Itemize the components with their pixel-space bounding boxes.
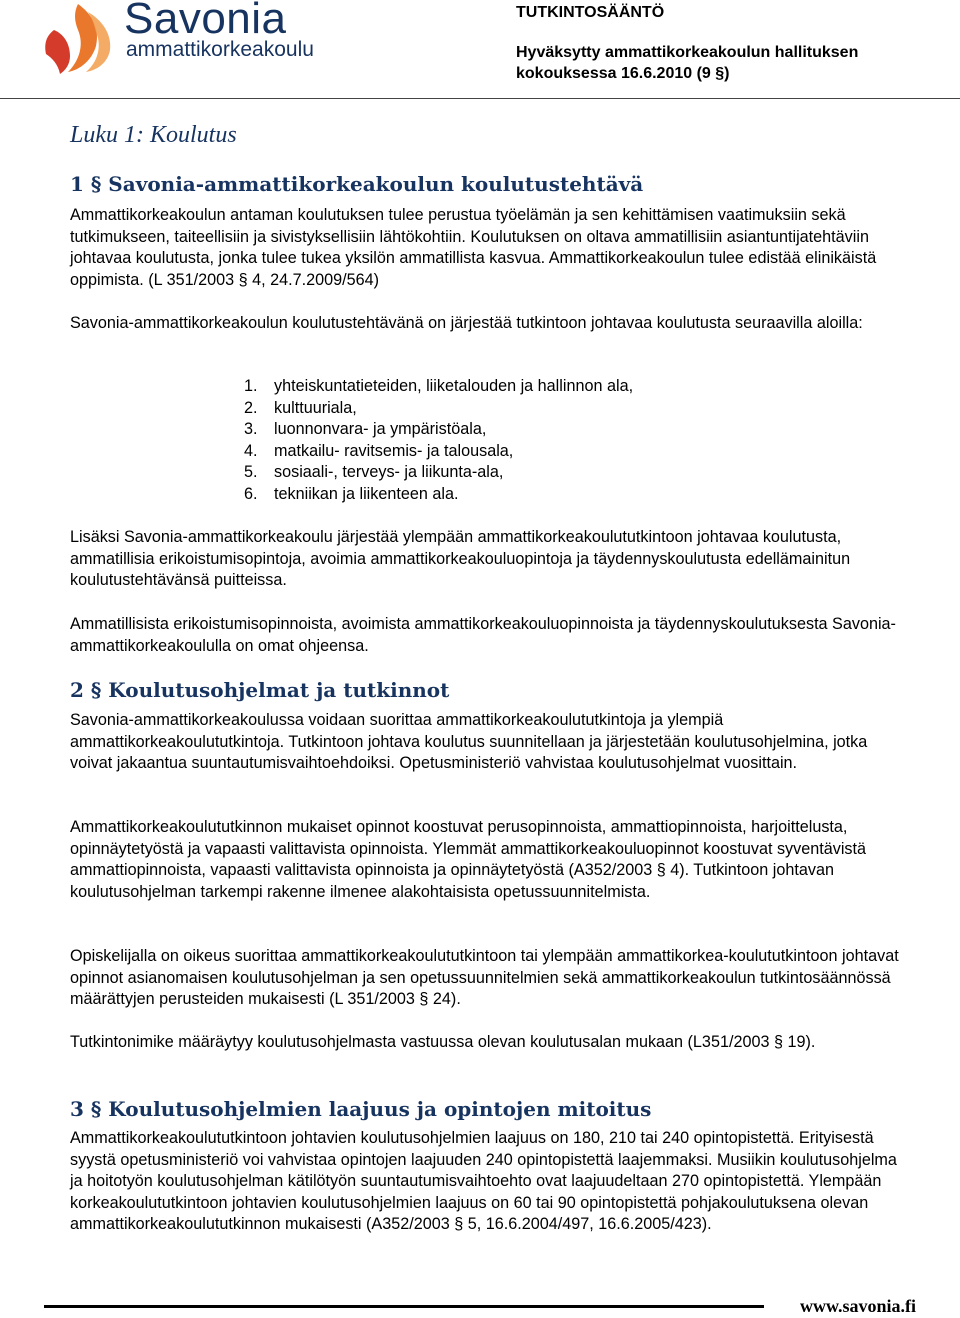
list-item: 5. sosiaali-, terveys- ja liikunta-ala, — [244, 463, 504, 481]
list-item: 2. kulttuuriala, — [244, 398, 357, 417]
footer-divider — [44, 1305, 764, 1308]
footer-url[interactable]: www.savonia.fi — [800, 1296, 917, 1316]
section-2-heading: 2 § Koulutusohjelmat ja tutkinnot — [70, 678, 450, 702]
section-1-heading: 1 § Savonia-ammattikorkeakoulun koulutustehtävä — [70, 172, 644, 196]
section-1-paragraph-1: Ammattikorkeakoulun antaman koulutuksen tulee perustua työelämän ja sen kehittämisen vaatimuksiin sekä tutkimukseen, taiteellisiin ja sivistyksellisiin lähtökohtiin. Koulutuksen on oltava ammatillisiin asiantuntijatehtäviin johtavaa koulutusta, jonka tulee tukea yksilön ammatillista kasvua. Ammattikorkeakoulun tulee edistää elinikäistä oppimista. (L 351/2003 § 4, 24.7.2009/564) — [70, 206, 877, 289]
section-2-paragraph-4: Tutkintonimike määräytyy koulutusohjelmasta vastuussa olevan koulutusalan mukaan (L351/2003 § 19). — [70, 1033, 816, 1051]
section-1-paragraph-3: Lisäksi Savonia-ammattikorkeakoulu järjestää ylempään ammattikorkeakoulututkintoon johtavaa koulutusta, ammatillisia erikoistumisopintoja, avoimia ammattikorkeakouluopintoja ja täydennyskoulutusta edellämainitun koulutustehtävänsä puitteissa. — [70, 528, 851, 589]
document-title: TUTKINTOSÄÄNTÖ — [516, 4, 665, 21]
approval-note: Hyväksytty ammattikorkeakoulun hallituksen kokouksessa 16.6.2010 (9 §) — [516, 44, 859, 82]
section-1-paragraph-2: Savonia-ammattikorkeakoulun koulutustehtävänä on järjestää tutkintoon johtavaa koulutusta seuraavilla aloilla: — [70, 314, 863, 332]
section-3-heading: 3 § Koulutusohjelmien laajuus ja opintojen mitoitus — [70, 1097, 652, 1121]
fields-list — [244, 376, 633, 505]
section-2-paragraph-3: Opiskelijalla on oikeus suorittaa ammattikorkeakoulututkintoon tai ylempään ammattikorkea-koulututkintoon johtavat opinnot asianomaisen koulutusohjelman ja sen opetussuunnitelmien sekä ammattikorkeakoulun tutkintosäännössä määrättyjen perusteiden mukaisesti (L 351/2003 § 24). — [70, 947, 899, 1008]
section-1-paragraph-4: Ammatillisista erikoistumisopinnoista, avoimista ammattikorkeakouluopinnoista ja täydennyskoulutuksesta Savonia-ammattikorkeakoululla on omat ohjeensa. — [70, 615, 896, 655]
section-3-paragraph-1: Ammattikorkeakoulututkintoon johtavien koulutusohjelmien laajuus on 180, 210 tai 240 opintopistettä. Erityisestä syystä opetusministeriö voi vahvistaa opintojen laajuuden 240 opintopistettä laajemmaksi. Musiikin koulutusohjelma ja hoitotyön koulutusohjelman kätilötyön suuntautumisvaihtoehto ovat laajuudeltaan 270 opintopistettä. Ylempään korkeakoulututkintoon johtavien koulutusohjelmien laajuus on 60 tai 90 opintopistettä pohjakoulutuksena olevan ammattikorkeakoulututkinnon mukaisesti (A352/2003 § 5, 16.6.2004/497, 16.6.2005/423). — [70, 1129, 897, 1233]
list-item: 1. yhteiskuntatieteiden, liiketalouden ja hallinnon ala, — [244, 377, 634, 395]
logo-wordmark: Savonia — [124, 0, 287, 43]
list-item: 6. tekniikan ja liikenteen ala. — [244, 484, 459, 503]
savonia-emblem-icon — [40, 0, 120, 76]
savonia-logo — [40, 0, 314, 80]
logo-subtitle: ammattikorkeakoulu — [126, 38, 314, 61]
list-item: 4. matkailu- ravitsemis- ja talousala, — [244, 441, 514, 460]
chapter-heading: Luku 1: Koulutus — [70, 122, 237, 148]
header-divider — [0, 98, 960, 99]
section-2-paragraph-1: Savonia-ammattikorkeakoulussa voidaan suorittaa ammattikorkeakoulututkintoja ja ylempiä ammattikorkeakoulututkintoja. Tutkintoon johtava koulutus suunnitellaan ja järjestetään koulutusohjelmina, jotka voivat jakaantua suuntautumisvaihtoehdoiksi. Opetusministeriö vahvistaa koulutusohjelmat vuosittain. — [70, 711, 868, 772]
section-2-paragraph-2: Ammattikorkeakoulututkinnon mukaiset opinnot koostuvat perusopinnoista, ammattiopinnoista, harjoittelusta, opinnäytetyöstä ja vapaasti valittavista opinnoista. Ylemmät ammattikorkeakouluopinnot koostuvat syventävistä ammattiopinnoista, vapaasti valittavista opinnoista ja opinnäytetyöstä (A352/2003 § 4). Tutkintoon johtavan koulutusohjelman tarkempi rakenne ilmenee alakohtaisista opetussuunnitelmista. — [70, 818, 867, 901]
list-item: 3. luonnonvara- ja ympäristöala, — [244, 420, 487, 438]
